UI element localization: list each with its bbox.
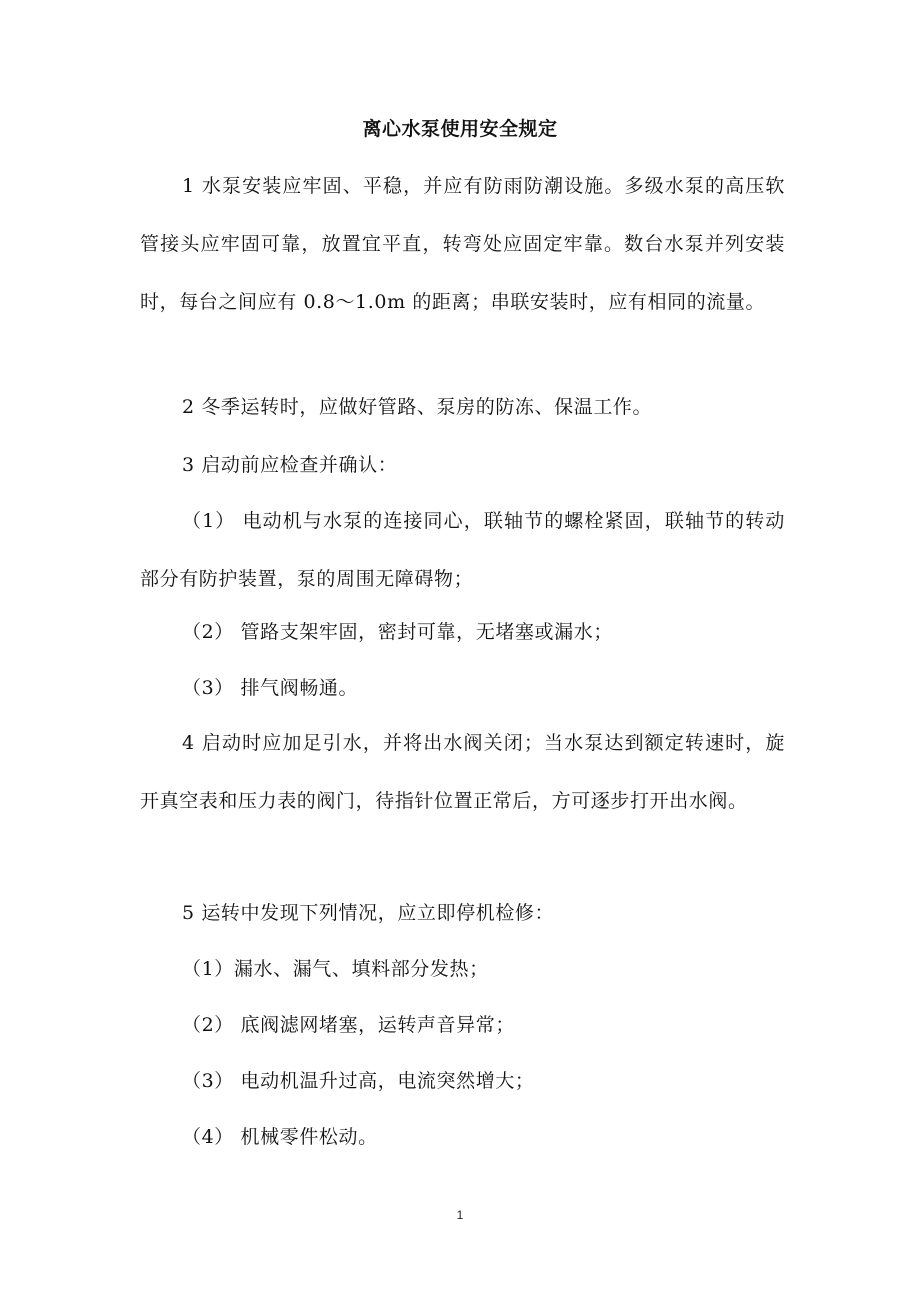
clause-5-item-3: （3） 电动机温升过高，电流突然增大； xyxy=(182,1070,535,1092)
clause-4: 4 启动时应加足引水，并将出水阀关闭；当水泵达到额定转速时，旋开真空表和压力表的阀门，待指针位置正常后，方可逐步打开出水阀。 xyxy=(140,732,785,812)
clause-5-item-2: （2） 底阀滤网堵塞，运转声音异常； xyxy=(182,1014,515,1036)
clause-1: 1 水泵安装应牢固、平稳，并应有防雨防潮设施。多级水泵的高压软管接头应牢固可靠，放置宜平直，转弯处应固定牢靠。数台水泵并列安装时，每台之间应有 0.8～1.0m 的距离；串联安装时，应有相同的流量。 xyxy=(140,175,785,313)
clause-2: 2 冬季运转时，应做好管路、泵房的防冻、保温工作。 xyxy=(182,396,653,418)
clause-3-item-3: （3） 排气阀畅通。 xyxy=(182,677,359,699)
clause-3: 3 启动前应检查并确认： xyxy=(182,454,398,476)
clause-3-item-2: （2） 管路支架牢固，密封可靠，无堵塞或漏水； xyxy=(182,621,613,643)
page-number: 1 xyxy=(456,1208,464,1222)
document-title: 离心水泵使用安全规定 xyxy=(362,118,558,140)
clause-5-item-1: （1）漏水、漏气、填料部分发热； xyxy=(182,958,489,980)
clause-3-item-1: （1） 电动机与水泵的连接同心，联轴节的螺栓紧固，联轴节的转动部分有防护装置，泵的周围无障碍物； xyxy=(140,510,785,590)
clause-5: 5 运转中发现下列情况，应立即停机检修： xyxy=(182,902,555,924)
clause-5-item-4: （4） 机械零件松动。 xyxy=(182,1126,378,1148)
